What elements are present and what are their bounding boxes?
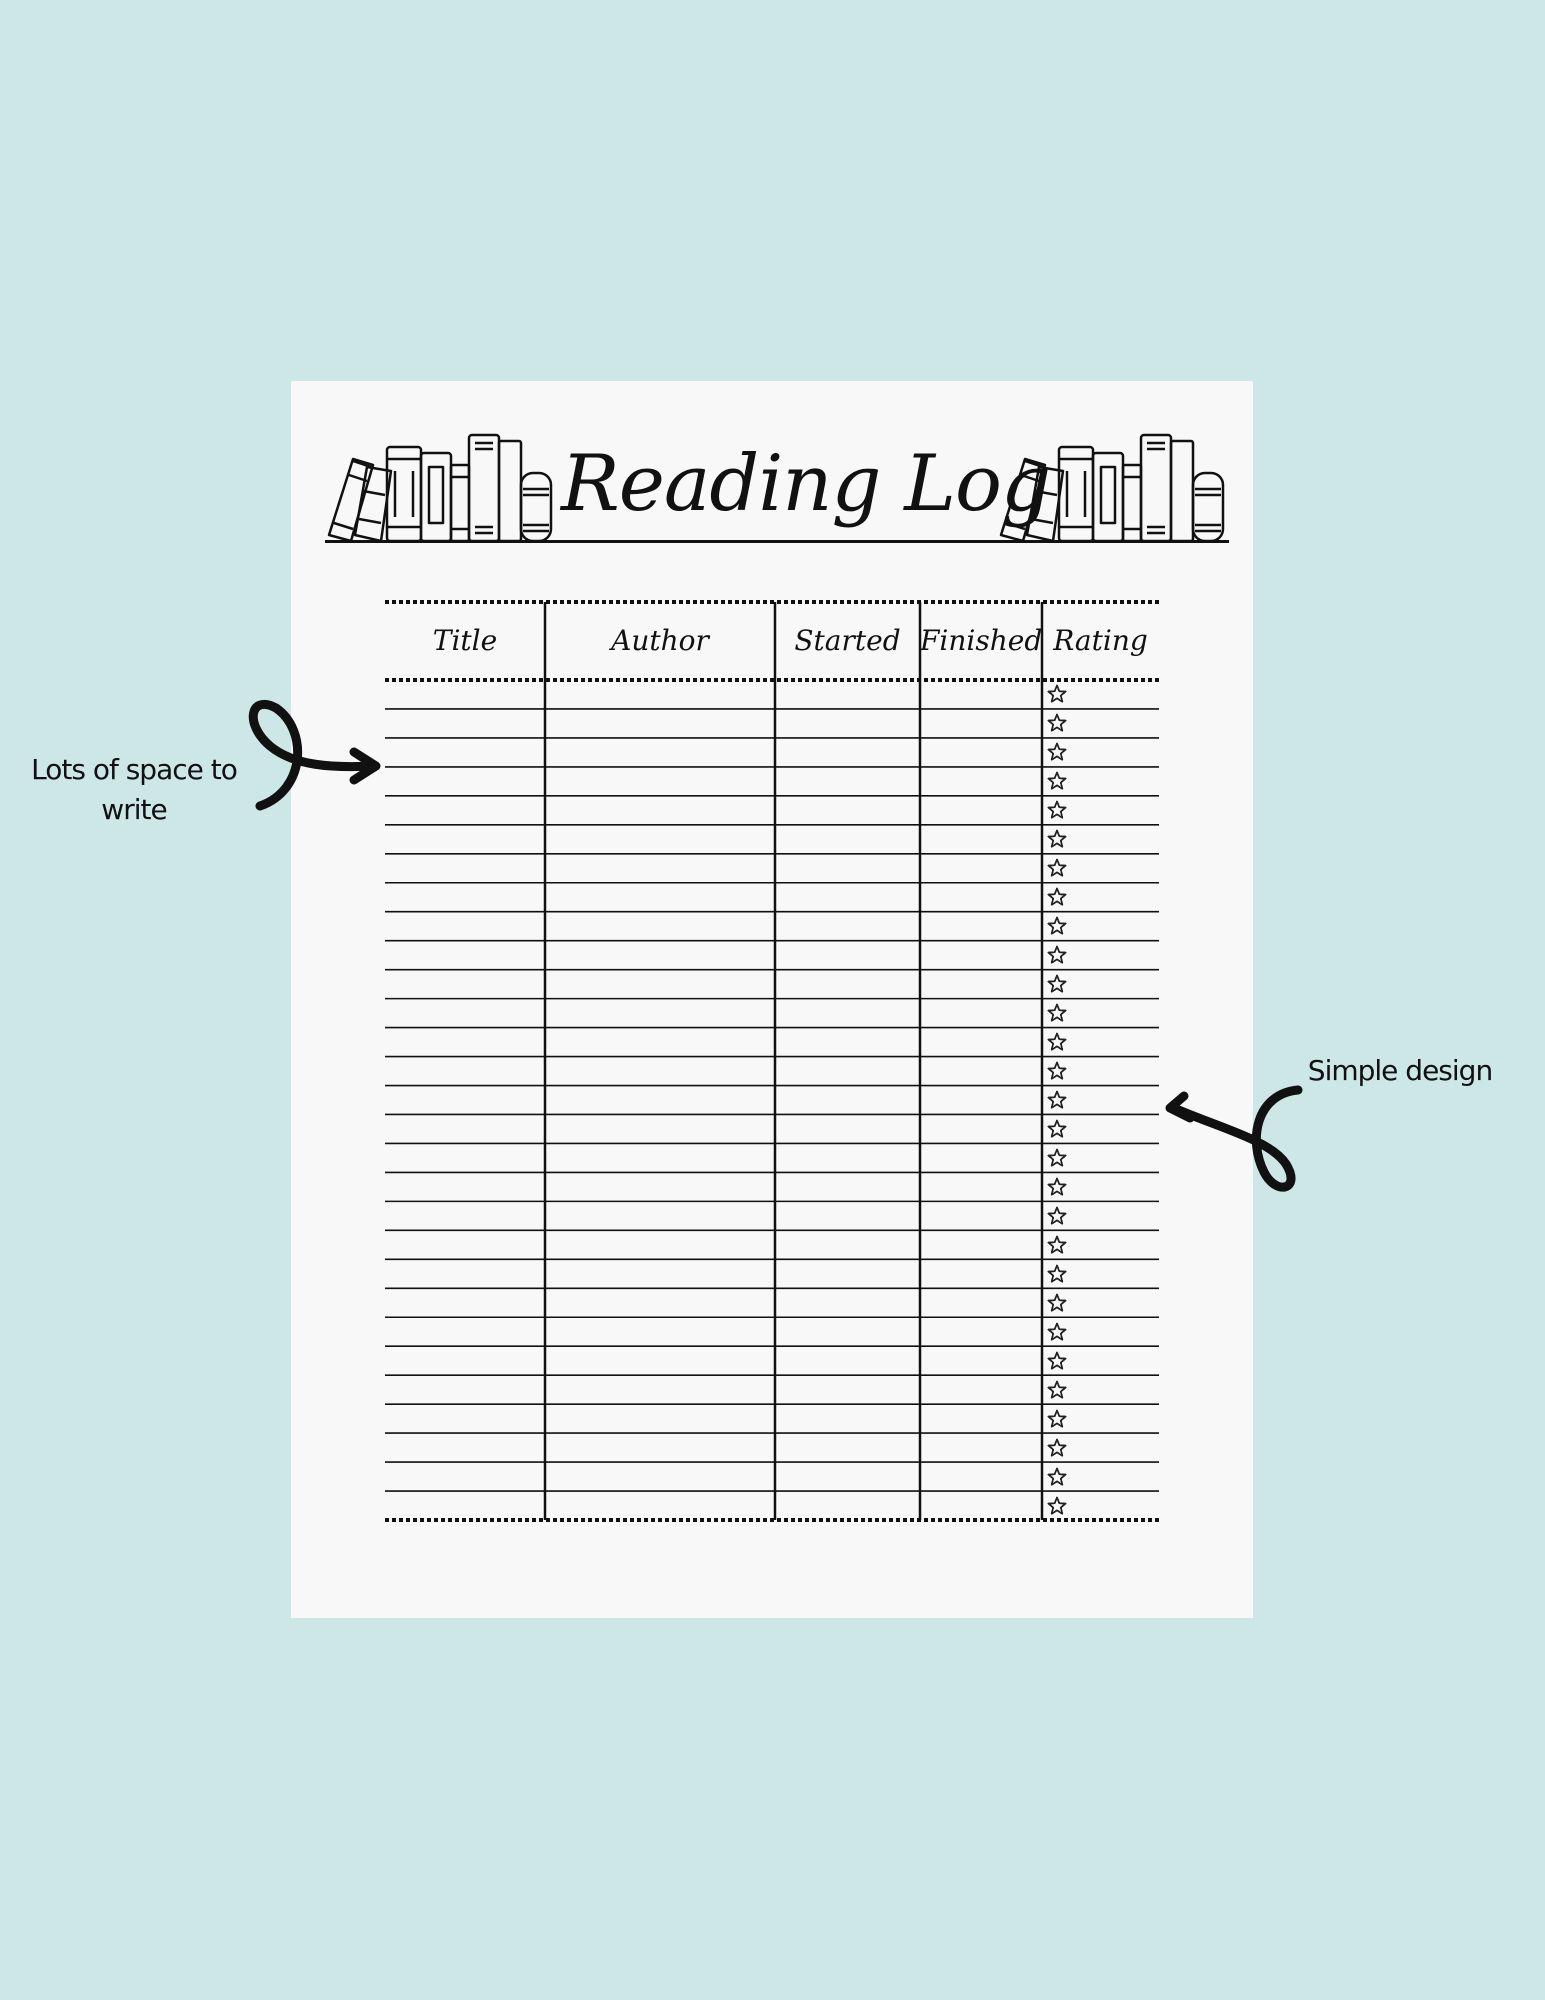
header-divider (325, 540, 1229, 543)
star-outline-icon[interactable] (1047, 771, 1067, 791)
table-grid (385, 600, 1159, 1522)
star-outline-icon[interactable] (1047, 1380, 1067, 1400)
star-outline-icon[interactable] (1047, 800, 1067, 820)
star-outline-icon[interactable] (1047, 1467, 1067, 1487)
rating-stars[interactable] (1047, 1032, 1159, 1052)
rating-stars[interactable] (1047, 1293, 1159, 1313)
rating-stars[interactable] (1047, 713, 1159, 733)
reading-log-table (385, 600, 1159, 1522)
reading-log-page (291, 381, 1253, 1618)
star-outline-icon[interactable] (1047, 1119, 1067, 1139)
star-outline-icon[interactable] (1047, 1351, 1067, 1371)
rating-stars[interactable] (1047, 1235, 1159, 1255)
rating-stars[interactable] (1047, 887, 1159, 907)
page-title: Reading Log (561, 439, 1050, 529)
rating-stars[interactable] (1047, 858, 1159, 878)
star-outline-icon[interactable] (1047, 1206, 1067, 1226)
rating-stars[interactable] (1047, 1264, 1159, 1284)
star-outline-icon[interactable] (1047, 829, 1067, 849)
rating-stars[interactable] (1047, 1119, 1159, 1139)
star-outline-icon[interactable] (1047, 1438, 1067, 1458)
star-outline-icon[interactable] (1047, 1264, 1067, 1284)
star-outline-icon[interactable] (1047, 1293, 1067, 1313)
book-stack-icon (325, 431, 557, 541)
column-header-finished: Finished (920, 624, 1043, 657)
star-outline-icon[interactable] (1047, 916, 1067, 936)
star-outline-icon[interactable] (1047, 887, 1067, 907)
rating-stars[interactable] (1047, 684, 1159, 704)
column-header-author: Author (611, 624, 709, 657)
rating-stars[interactable] (1047, 800, 1159, 820)
star-outline-icon[interactable] (1047, 1409, 1067, 1429)
star-outline-icon[interactable] (1047, 945, 1067, 965)
rating-stars[interactable] (1047, 1380, 1159, 1400)
star-outline-icon[interactable] (1047, 1003, 1067, 1023)
star-outline-icon[interactable] (1047, 684, 1067, 704)
column-header-rating: Rating (1053, 624, 1148, 657)
rating-stars[interactable] (1047, 771, 1159, 791)
star-outline-icon[interactable] (1047, 742, 1067, 762)
rating-stars[interactable] (1047, 1148, 1159, 1168)
star-outline-icon[interactable] (1047, 1177, 1067, 1197)
star-outline-icon[interactable] (1047, 1061, 1067, 1081)
book-stack-icon (997, 431, 1229, 541)
star-outline-icon[interactable] (1047, 1032, 1067, 1052)
rating-stars[interactable] (1047, 1496, 1159, 1516)
callout-simple-design: Simple design (1307, 1054, 1493, 1087)
rating-stars[interactable] (1047, 974, 1159, 994)
page-header (325, 431, 1229, 547)
star-outline-icon[interactable] (1047, 713, 1067, 733)
rating-stars[interactable] (1047, 1090, 1159, 1110)
star-outline-icon[interactable] (1047, 1322, 1067, 1342)
star-outline-icon[interactable] (1047, 1496, 1067, 1516)
rating-stars[interactable] (1047, 1003, 1159, 1023)
rating-stars[interactable] (1047, 1061, 1159, 1081)
column-header-started: Started (794, 624, 901, 657)
rating-stars[interactable] (1047, 1177, 1159, 1197)
rating-stars[interactable] (1047, 1467, 1159, 1487)
star-outline-icon[interactable] (1047, 974, 1067, 994)
rating-stars[interactable] (1047, 1351, 1159, 1371)
curly-arrow-left-icon (1160, 1080, 1310, 1210)
column-header-title: Title (432, 624, 498, 657)
rating-stars[interactable] (1047, 945, 1159, 965)
star-outline-icon[interactable] (1047, 858, 1067, 878)
star-outline-icon[interactable] (1047, 1090, 1067, 1110)
rating-stars[interactable] (1047, 1438, 1159, 1458)
rating-stars[interactable] (1047, 1409, 1159, 1429)
rating-stars[interactable] (1047, 742, 1159, 762)
rating-stars[interactable] (1047, 829, 1159, 849)
rating-stars[interactable] (1047, 1322, 1159, 1342)
callout-space-to-write: Lots of space to write (31, 753, 237, 826)
curly-arrow-right-icon (236, 690, 386, 820)
star-outline-icon[interactable] (1047, 1148, 1067, 1168)
star-outline-icon[interactable] (1047, 1235, 1067, 1255)
rating-stars[interactable] (1047, 916, 1159, 936)
rating-stars[interactable] (1047, 1206, 1159, 1226)
